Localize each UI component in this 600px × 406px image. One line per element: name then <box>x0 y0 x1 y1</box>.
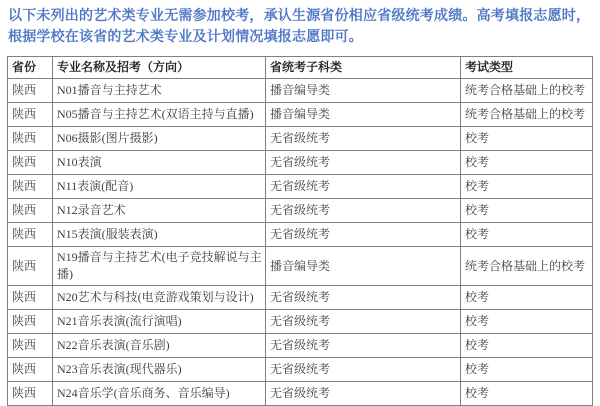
header-major: 专业名称及招考（方向） <box>53 57 266 79</box>
cell-subcategory: 播音编导类 <box>266 103 461 127</box>
cell-province: 陕西 <box>8 199 53 223</box>
table-row <box>8 199 593 223</box>
header-province: 省份 <box>8 57 53 79</box>
table-row <box>8 247 593 286</box>
cell-major: N12录音艺术 <box>53 199 266 223</box>
cell-subcategory: 无省级统考 <box>266 223 461 247</box>
cell-major: N20艺术与科技(电竞游戏策划与设计) <box>53 286 266 310</box>
cell-exam-type: 校考 <box>461 223 593 247</box>
cell-major: N24音乐学(音乐商务、音乐编导) <box>53 382 266 406</box>
cell-exam-type: 校考 <box>461 358 593 382</box>
table-body <box>8 79 593 406</box>
cell-subcategory: 播音编导类 <box>266 247 461 286</box>
cell-subcategory: 无省级统考 <box>266 382 461 406</box>
cell-subcategory: 无省级统考 <box>266 199 461 223</box>
cell-exam-type: 校考 <box>461 382 593 406</box>
cell-subcategory: 播音编导类 <box>266 79 461 103</box>
cell-province: 陕西 <box>8 247 53 286</box>
cell-exam-type: 统考合格基础上的校考 <box>461 247 593 286</box>
table-row <box>8 310 593 334</box>
cell-subcategory: 无省级统考 <box>266 151 461 175</box>
table-row <box>8 151 593 175</box>
cell-major: N19播音与主持艺术(电子竞技解说与主播) <box>53 247 266 286</box>
cell-subcategory: 无省级统考 <box>266 310 461 334</box>
admissions-table <box>7 56 593 406</box>
header-exam-type: 考试类型 <box>461 57 593 79</box>
cell-province: 陕西 <box>8 127 53 151</box>
cell-province: 陕西 <box>8 310 53 334</box>
cell-exam-type: 校考 <box>461 127 593 151</box>
table-row <box>8 382 593 406</box>
cell-major: N21音乐表演(流行演唱) <box>53 310 266 334</box>
cell-major: N01播音与主持艺术 <box>53 79 266 103</box>
cell-major: N15表演(服装表演) <box>53 223 266 247</box>
table-row <box>8 223 593 247</box>
cell-exam-type: 校考 <box>461 151 593 175</box>
table-row <box>8 358 593 382</box>
cell-province: 陕西 <box>8 286 53 310</box>
table-row <box>8 175 593 199</box>
cell-subcategory: 无省级统考 <box>266 286 461 310</box>
cell-province: 陕西 <box>8 334 53 358</box>
table-row <box>8 79 593 103</box>
cell-exam-type: 校考 <box>461 334 593 358</box>
cell-subcategory: 无省级统考 <box>266 127 461 151</box>
header-subcategory: 省统考子科类 <box>266 57 461 79</box>
table-row <box>8 334 593 358</box>
cell-subcategory: 无省级统考 <box>266 358 461 382</box>
cell-province: 陕西 <box>8 223 53 247</box>
table-header-row <box>8 57 593 79</box>
cell-exam-type: 统考合格基础上的校考 <box>461 79 593 103</box>
cell-exam-type: 统考合格基础上的校考 <box>461 103 593 127</box>
cell-exam-type: 校考 <box>461 310 593 334</box>
cell-major: N11表演(配音) <box>53 175 266 199</box>
cell-exam-type: 校考 <box>461 175 593 199</box>
table-row <box>8 103 593 127</box>
cell-province: 陕西 <box>8 151 53 175</box>
cell-subcategory: 无省级统考 <box>266 334 461 358</box>
cell-major: N23音乐表演(现代器乐) <box>53 358 266 382</box>
notice-text: 以下未列出的艺术类专业无需参加校考，承认生源省份相应省级统考成绩。高考填报志愿时，根据学校在该省的艺术类专业及计划情况填报志愿即可。 <box>8 7 591 44</box>
cell-major: N10表演 <box>53 151 266 175</box>
cell-province: 陕西 <box>8 382 53 406</box>
cell-province: 陕西 <box>8 358 53 382</box>
cell-major: N05播音与主持艺术(双语主持与直播) <box>53 103 266 127</box>
cell-province: 陕西 <box>8 103 53 127</box>
cell-province: 陕西 <box>8 79 53 103</box>
cell-province: 陕西 <box>8 175 53 199</box>
cell-exam-type: 校考 <box>461 199 593 223</box>
table-row <box>8 286 593 310</box>
cell-major: N06摄影(图片摄影) <box>53 127 266 151</box>
table-row <box>8 127 593 151</box>
cell-major: N22音乐表演(音乐剧) <box>53 334 266 358</box>
cell-exam-type: 校考 <box>461 286 593 310</box>
cell-subcategory: 无省级统考 <box>266 175 461 199</box>
